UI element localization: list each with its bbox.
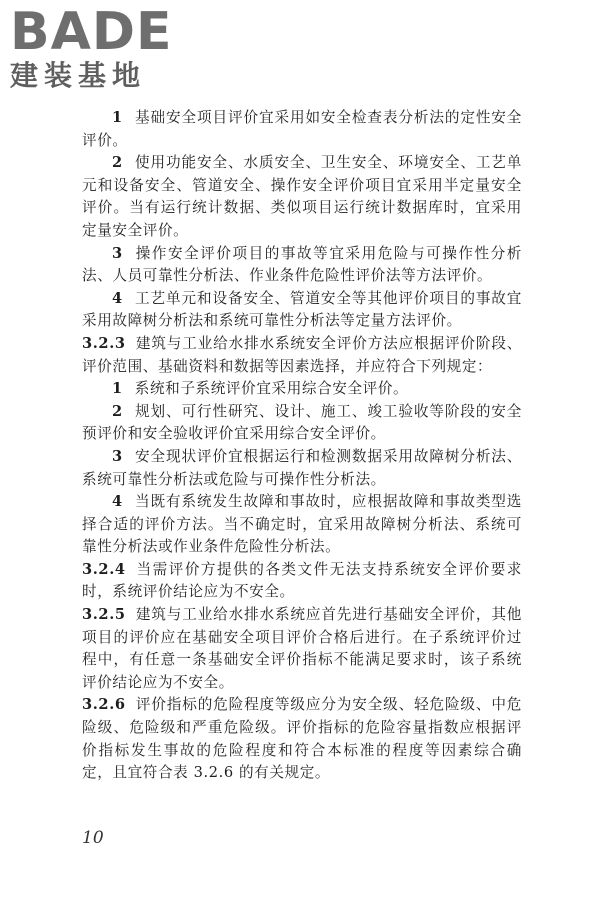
item-number: 3: [112, 447, 123, 465]
item-number: 3: [112, 244, 123, 262]
clause-number: 3.2.4: [82, 560, 126, 578]
paragraph-text: 建筑与工业给水排水系统安全评价方法应根据评价阶段、评价范围、基础资料和数据等因素选择，并应符合下列规定：: [82, 334, 522, 375]
clause-number: 3.2.5: [82, 606, 126, 624]
paragraph-text: 建筑与工业给水排水系统应首先进行基础安全评价，其他项目的评价应在基础安全项目评价合格后进行。在子系统评价过程中，有任意一条基础安全评价指标不能满足要求时，该子系统评价结论应为不安全。: [82, 606, 522, 691]
clause-paragraph: [82, 333, 522, 378]
item-number: 2: [112, 402, 123, 420]
list-item: [82, 107, 522, 152]
paragraph-text: 操作安全评价项目的事故等宜采用危险与可操作性分析法、人员可靠性分析法、作业条件危险性评价法等方法评价。: [82, 244, 522, 285]
brand-logo: [10, 2, 180, 92]
clause-number: 3.2.6: [82, 696, 126, 714]
item-number: 2: [112, 154, 123, 172]
item-number: 1: [112, 109, 123, 126]
paragraph-text: 当需评价方提供的各类文件无法支持系统安全评价要求时，系统评价结论应为不安全。: [82, 560, 522, 601]
list-item: [82, 288, 522, 333]
clause-paragraph: [82, 694, 522, 784]
list-item: [82, 243, 522, 288]
list-item: [82, 446, 522, 491]
paragraph-text: 当既有系统发生故障和事故时，应根据故障和事故类型选择合适的评价方法。当不确定时，宜采用故障树分析法、系统可靠性分析法或作业条件危险性分析法。: [82, 493, 522, 556]
item-number: 4: [112, 289, 123, 307]
page-number: 10: [82, 828, 104, 848]
clause-paragraph: [82, 559, 522, 604]
logo-subtitle: 建装基地: [10, 59, 147, 92]
list-item: [82, 378, 522, 401]
document-body: [82, 107, 522, 785]
paragraph-text: 使用功能安全、水质安全、卫生安全、环境安全、工艺单元和设备安全、管道安全、操作安全评价项目宜采用半定量安全评价。当有运行统计数据、类似项目运行统计数据库时，宜采用定量安全评价。: [82, 154, 522, 239]
clause-number: 3.2.3: [82, 334, 126, 352]
clause-paragraph: [82, 604, 522, 694]
paragraph-text: 规划、可行性研究、设计、施工、竣工验收等阶段的安全预评价和安全验收评价宜采用综合安全评价。: [82, 402, 522, 443]
list-item: [82, 491, 522, 559]
item-number: 4: [112, 493, 123, 511]
paragraph-text: 基础安全项目评价宜采用如安全检查表分析法的定性安全评价。: [82, 109, 522, 149]
paragraph-text: 系统和子系统评价宜采用综合安全评价。: [134, 380, 409, 398]
list-item: [82, 401, 522, 446]
paragraph-text: 安全现状评价宜根据运行和检测数据采用故障树分析法、系统可靠性分析法或危险与可操作性分析法。: [82, 447, 522, 488]
paragraph-text: 评价指标的危险程度等级应分为安全级、轻危险级、中危险级、危险级和严重危险级。评价指标的危险容量指数应根据评价指标发生事故的危险程度和符合本标准的程度等因素综合确定，且宜符合表 3.2.6 的有关规定。: [82, 696, 522, 782]
list-item: [82, 152, 522, 242]
item-number: 1: [112, 380, 123, 398]
logo-brand-text: BADE: [10, 2, 173, 62]
paragraph-text: 工艺单元和设备安全、管道安全等其他评价项目的事故宜采用故障树分析法和系统可靠性分析法等定量方法评价。: [82, 289, 522, 330]
